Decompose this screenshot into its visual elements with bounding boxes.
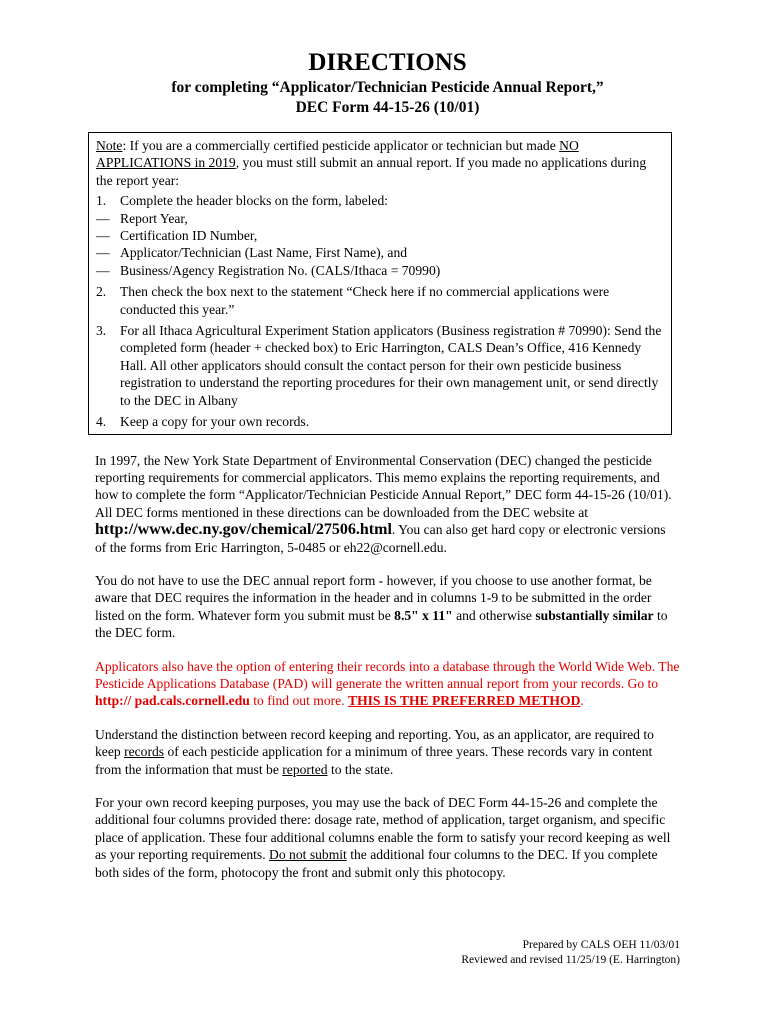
pad-link[interactable]: http:// pad.cals.cornell.edu: [95, 693, 250, 709]
no-applications-emphasis: NO APPLICATIONS in 2019: [96, 138, 579, 171]
step-item: 1. Complete the header blocks on the form, labeled:: [96, 193, 389, 209]
pad-paragraph: Applicators also have the option of entering their records into a database through the World Wide Web. The Pesticide Applications Database (PAD) will generate the written annual report from your records. Go to http:// pad.cals.cornell.edu to find out more. THIS IS THE PREFERRED METHOD.: [95, 658, 680, 709]
step-item: 4. Keep a copy for your own records.: [96, 414, 310, 430]
step-item: 3. For all Ithaca Agricultural Experiment Station applicators (Business registration # 70990): Send the completed form (header + checked box) to Eric Harrington, CALS Dean’s Office, 416 Kennedy Hall. All other applicators should consult the contact person for their own pesticide business registration to understand the reporting procedures for their own management unit, or send directly to the DEC in Albany: [96, 323, 662, 408]
document-page: [95, 48, 680, 881]
note-box: [88, 132, 672, 435]
sub-item: — Report Year,: [96, 210, 188, 226]
header-block-list: [96, 210, 663, 280]
sub-item: — Certification ID Number,: [96, 228, 258, 244]
preferred-method-emphasis: THIS IS THE PREFERRED METHOD: [348, 693, 581, 709]
format-paragraph: You do not have to use the DEC annual report form - however, if you choose to use another format, be aware that DEC requires the information in the header and in columns 1-9 to be submitted in the order listed on the form. Whatever form you submit must be 8.5" x 11" and otherwise substantially similar to the DEC form.: [95, 572, 668, 641]
sub-item: — Business/Agency Registration No. (CALS/Ithaca = 70990): [96, 262, 441, 278]
subtitle-line-1: for completing “Applicator/Technician Pesticide Annual Report,”: [171, 79, 604, 96]
footer-revised: Reviewed and revised 11/25/19 (E. Harrington): [461, 954, 680, 966]
steps-list: [96, 192, 663, 430]
dec-website-link[interactable]: http://www.dec.ny.gov/chemical/27506.html: [95, 521, 392, 539]
step-item: 2. Then check the box next to the statement “Check here if no commercial applications were conducted this year.”: [96, 284, 610, 317]
note-intro: Note: If you are a commercially certified pesticide applicator or technician but made NO APPLICATIONS in 2019, you must still submit an annual report. If you made no applications during the report year:: [96, 138, 647, 188]
footer-credits: [461, 938, 680, 968]
note-label: Note: [96, 138, 123, 153]
page-title: DIRECTIONS: [308, 49, 467, 76]
distinction-paragraph: Understand the distinction between record keeping and reporting. You, as an applicator, are required to keep records of each pesticide application for a minimum of three years. These records vary in content from the information that must be reported to the state.: [95, 726, 654, 777]
sub-item: — Applicator/Technician (Last Name, First Name), and: [96, 245, 408, 261]
subtitle-line-2: DEC Form 44-15-26 (10/01): [295, 99, 480, 116]
record-keeping-paragraph: For your own record keeping purposes, you may use the back of DEC Form 44-15-26 and complete the additional four columns provided there: dosage rate, method of application, target organism, and specific place of application. These four additional columns enable the form to satisfy your record keeping as well as your reporting requirements. Do not submit the additional four columns to the DEC. If you complete both sides of the form, photocopy the front and submit only this photocopy.: [95, 795, 671, 880]
footer-prepared: Prepared by CALS OEH 11/03/01: [522, 939, 680, 951]
intro-paragraph: In 1997, the New York State Department of Environmental Conservation (DEC) changed the pesticide reporting requirements for commercial applicators. This memo explains the reporting requirements, and how to complete the form “Applicator/Technician Pesticide Annual Report,” DEC form 44-15-26 (10/01). All DEC forms mentioned in these directions can be downloaded from the DEC website at http://www.dec.ny.gov/chemical/27506.html. You can also get hard copy or electronic versions of the forms from Eric Harrington, 5-0485 or eh22@cornell.edu.: [95, 452, 672, 555]
